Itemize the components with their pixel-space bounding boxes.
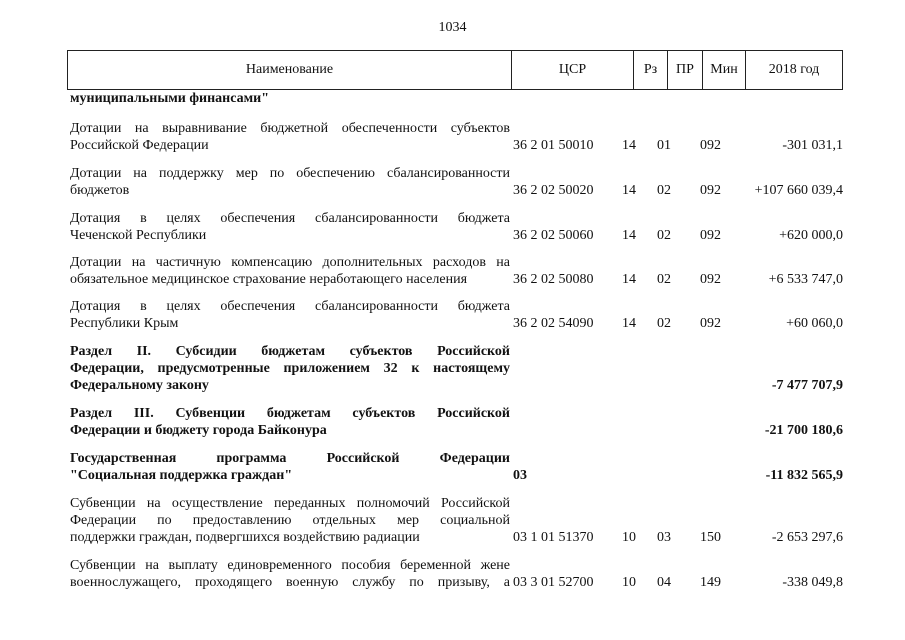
page-number: 1034 (438, 20, 467, 35)
row-name (70, 90, 510, 107)
row-name-line: Федерации, предусмотренные приложением 32 к настоящему (70, 361, 510, 376)
table-row (0, 165, 905, 199)
row-name-line: Государственная программа Российской Федерации (70, 451, 510, 466)
row-value: -301 031,1 (782, 138, 843, 153)
table-row (0, 90, 905, 107)
row-name-line: Федерации и бюджету города Байконура (70, 423, 327, 438)
row-rz: 14 (622, 228, 636, 243)
row-value: -2 653 297,6 (771, 530, 843, 545)
header-pr: ПР (668, 51, 703, 89)
row-name-line: Раздел III. Субвенции бюджетам субъектов Российской (70, 406, 510, 421)
row-value: +620 000,0 (779, 228, 843, 243)
table-row (0, 298, 905, 332)
row-name-line: Субвенции на осуществление переданных полномочий Российской (70, 496, 510, 511)
row-name (70, 254, 510, 288)
row-min: 092 (700, 316, 721, 331)
row-name-line: обязательное медицинское страхование неработающего населения (70, 272, 468, 287)
row-name (70, 210, 510, 244)
row-value: +60 060,0 (786, 316, 843, 331)
row-rz: 14 (622, 138, 636, 153)
row-name-line: Дотации на выравнивание бюджетной обеспеченности субъектов (70, 121, 510, 136)
row-name (70, 557, 510, 591)
row-name-line: Дотация в целях обеспечения сбалансированности бюджета (70, 299, 510, 314)
row-value: -338 049,8 (782, 575, 843, 590)
row-pr: 01 (657, 138, 671, 153)
row-name-line: военнослужащего, проходящего военную службу по призыву, а (70, 575, 510, 590)
row-min: 092 (700, 138, 721, 153)
row-value: +6 533 747,0 (768, 272, 843, 287)
header-rz: Рз (634, 51, 668, 89)
row-csr: 36 2 02 54090 (513, 316, 594, 331)
row-name (70, 495, 510, 546)
row-name-line: поддержки граждан, подвергшихся воздействию радиации (70, 530, 420, 545)
row-name-line: Республики Крым (70, 316, 179, 331)
row-rz: 10 (622, 575, 636, 590)
row-rz: 10 (622, 530, 636, 545)
table-row (0, 210, 905, 244)
row-name (70, 298, 510, 332)
row-pr: 02 (657, 183, 671, 198)
row-min: 092 (700, 183, 721, 198)
table-row (0, 450, 905, 484)
header-csr: ЦСР (512, 51, 634, 89)
row-name-line: "Социальная поддержка граждан" (70, 468, 293, 483)
row-name-line: Раздел II. Субсидии бюджетам субъектов Российской (70, 344, 510, 359)
row-rz: 14 (622, 183, 636, 198)
row-csr: 36 2 02 50060 (513, 228, 594, 243)
table-row (0, 120, 905, 154)
header-name: Наименование (68, 51, 512, 89)
row-csr: 36 2 01 50010 (513, 138, 594, 153)
row-name (70, 405, 510, 439)
row-pr: 02 (657, 316, 671, 331)
row-min: 149 (700, 575, 721, 590)
row-min: 150 (700, 530, 721, 545)
row-rz: 14 (622, 316, 636, 331)
table-header (67, 50, 843, 90)
table-row (0, 495, 905, 546)
row-rz: 14 (622, 272, 636, 287)
table-row (0, 343, 905, 394)
row-name-line: Субвенции на выплату единовременного пособия беременной жене (70, 558, 510, 573)
row-name (70, 120, 510, 154)
row-csr: 03 1 01 51370 (513, 530, 594, 545)
row-name-line: Дотация в целях обеспечения сбалансированности бюджета (70, 211, 510, 226)
row-min: 092 (700, 228, 721, 243)
header-min: Мин (703, 51, 746, 89)
row-pr: 04 (657, 575, 671, 590)
table-row (0, 254, 905, 288)
header-year: 2018 год (768, 62, 820, 77)
row-csr: 36 2 02 50080 (513, 272, 594, 287)
row-name-line: Федерации по предоставлению отдельных мер социальной (70, 513, 510, 528)
row-name-line: Дотации на частичную компенсацию дополнительных расходов на (70, 255, 510, 270)
row-value: -11 832 565,9 (765, 468, 843, 483)
row-name-line: муниципальными финансами" (70, 91, 269, 106)
row-pr: 03 (657, 530, 671, 545)
row-csr: 03 3 01 52700 (513, 575, 594, 590)
row-name-line: Чеченской Республики (70, 228, 207, 243)
row-name-line: Дотации на поддержку мер по обеспечению сбалансированности (70, 166, 510, 181)
row-name-line: Российской Федерации (70, 138, 209, 153)
row-name-line: Федеральному закону (70, 378, 209, 393)
row-pr: 02 (657, 272, 671, 287)
row-name (70, 450, 510, 484)
table-row (0, 405, 905, 439)
row-name (70, 165, 510, 199)
table-row (0, 557, 905, 591)
row-value: -21 700 180,6 (764, 423, 843, 438)
row-min: 092 (700, 272, 721, 287)
row-csr: 03 (513, 468, 527, 483)
row-csr: 36 2 02 50020 (513, 183, 594, 198)
row-pr: 02 (657, 228, 671, 243)
row-value: +107 660 039,4 (754, 183, 843, 198)
row-name (70, 343, 510, 394)
row-value: -7 477 707,9 (771, 378, 843, 393)
row-name-line: бюджетов (70, 183, 130, 198)
